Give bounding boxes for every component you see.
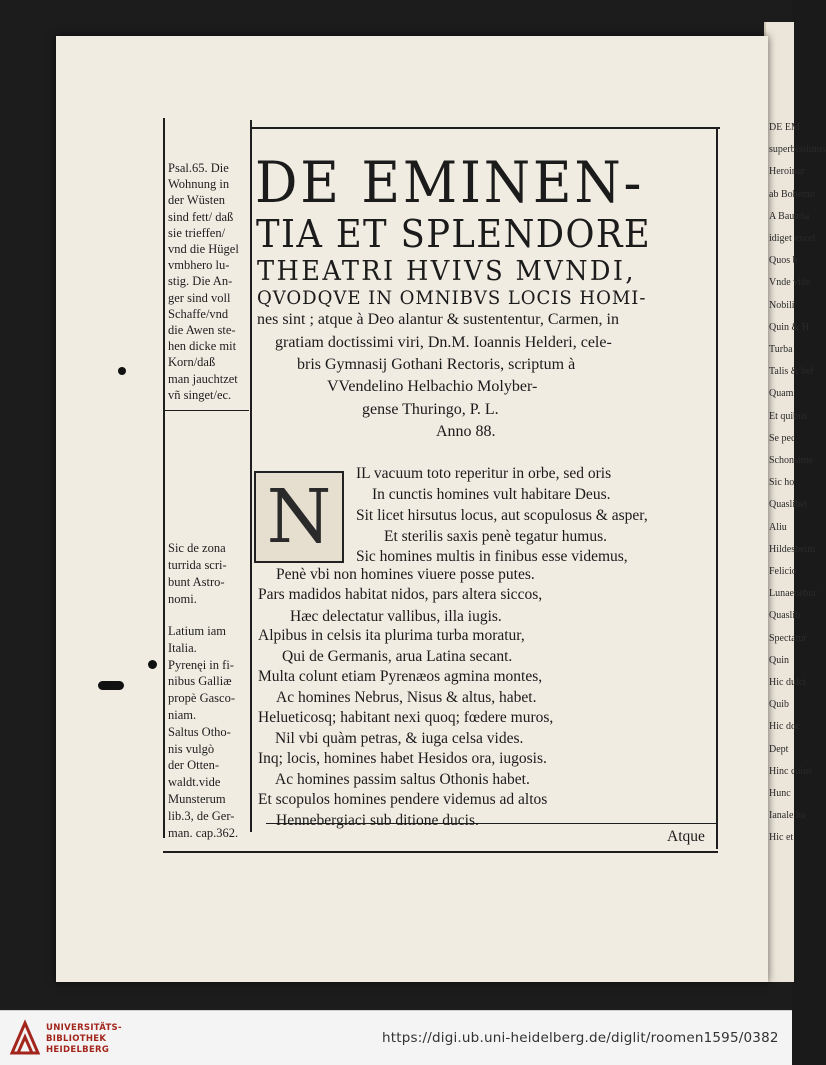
margin-note-line: propè Gasco- (168, 691, 235, 706)
bottom-rule (163, 851, 718, 853)
facing-page-fragment: Hinc cuius (769, 765, 813, 777)
facing-page-fragment: Hildesheim (769, 543, 816, 555)
poem-line: Et sterilis saxis penè tegatur humus. (384, 528, 607, 545)
poem-line: Hennebergiaci sub ditione ducis. (276, 812, 479, 829)
logo-text-line-3: HEIDELBERG (46, 1045, 110, 1055)
ink-mark (98, 681, 124, 690)
column-rule (250, 120, 252, 832)
left-margin-rule (163, 118, 165, 838)
poem-line: Ac homines Nebrus, Nisus & altus, habet. (276, 689, 537, 706)
facing-page-fragment: Quam (769, 388, 794, 400)
top-rule (250, 127, 720, 129)
poem-line: Sic homines multis in finibus esse videmus, (356, 548, 628, 565)
margin-note-line: ger sind voll (168, 290, 231, 305)
poem-line: Sit licet hirsutus locus, aut scopulosus & asper, (356, 507, 648, 524)
margin-note-line: Korn/daß (168, 355, 216, 370)
margin-note-line: vmbhero lu- (168, 258, 230, 273)
logo-text-line-1: UNIVERSITÄTS- (46, 1023, 122, 1033)
library-logo-icon (10, 1021, 40, 1055)
facing-page-fragment: Dept (769, 743, 789, 755)
poem-line: Helueticosq; habitant nexi quoq; fœdere muros, (258, 709, 554, 726)
facing-page-edge (764, 22, 826, 982)
title-line-8: VVendelino Helbachio Molyber- (327, 378, 538, 395)
title-line-2: TIA ET SPLENDORE (256, 212, 652, 256)
poem-line: In cunctis homines vult habitare Deus. (372, 486, 611, 503)
logo-text-line-2: BIBLIOTHEK (46, 1034, 107, 1044)
title-line-1: DE EMINEN- (255, 150, 645, 216)
title-line-3: THEATRI HVIVS MVNDI, (257, 256, 636, 287)
margin-note-line: turrida scri- (168, 558, 227, 572)
facing-page-fragment: A Bauaria (769, 210, 810, 222)
poem-line: Penè vbi non homines viuere posse putes. (276, 566, 535, 583)
facing-page-fragment: Se pec (769, 432, 796, 444)
margin-note-line: Latium iam (168, 624, 226, 638)
facing-page-fragment: Hic dulci (769, 677, 806, 688)
facing-page-fragment: Nobili (769, 299, 795, 311)
margin-note-line: vnd die Hügel (168, 242, 239, 256)
margin-note-line: Saltus Otho- (168, 724, 231, 739)
poem-line: Ac homines passim saltus Othonis habet. (275, 771, 530, 788)
margin-note-line: sie trieffen/ (168, 225, 226, 240)
facing-page-fragment: Heroinar (769, 166, 805, 178)
margin-note-line: nis vulgò (168, 741, 215, 756)
catchword: Atque (667, 828, 705, 845)
poem-line: Inq; locis, homines habet Hesidos ora, iugosis. (258, 750, 547, 767)
facing-page-fragment: Quaslibet (769, 499, 808, 511)
margin-note-line: bunt Astro- (168, 575, 225, 589)
facing-page-fragment: Quin (769, 654, 789, 666)
page-url-link[interactable]: https://digi.ub.uni-heidelberg.de/diglit/roomen1595/0382 (382, 1030, 779, 1046)
margin-note-line: Munsterum (168, 792, 226, 806)
facing-page-fragment: ab Bohemo (769, 188, 815, 200)
poem-line: Nil vbi quàm petras, & iuga celsa vides. (275, 730, 524, 747)
facing-page-fragment: Talis & bef (769, 366, 814, 378)
title-line-6: gratiam doctissimi viri, Dn.M. Ioannis Helderi, cele- (275, 334, 612, 351)
poem-line: Hæc delectatur vallibus, illa iugis. (290, 608, 502, 625)
title-line-9: gense Thuringo, P. L. (362, 401, 499, 418)
margin-note-line: hen dicke mit (168, 339, 237, 354)
margin-note-line: Psal.65. Die (168, 161, 229, 175)
margin-note-line: nibus Galliæ (168, 674, 232, 689)
poem-line: IL vacuum toto reperitur in orbe, sed oris (356, 465, 612, 482)
facing-page-fragment: Hunc (769, 788, 791, 799)
facing-page-fragment: Lunaenebur (769, 588, 817, 600)
facing-page-fragment: Quib (769, 699, 789, 711)
margin-note-line: vñ singet/ec. (168, 387, 232, 402)
margin-note-line: man. cap.362. (168, 825, 239, 840)
margin-note-line: niam. (168, 708, 197, 722)
poem-line: Pars madidos habitat nidos, pars altera siccos, (258, 586, 543, 603)
margin-note-line: Wohnung in (168, 177, 230, 192)
margin-note-line: Italia. (168, 640, 197, 655)
facing-page-fragment: Hic et (769, 832, 794, 844)
facing-page-fragment: Spectatur (769, 632, 807, 644)
margin-note-line: nomi. (168, 592, 197, 606)
margin-note-line: der Otten- (168, 758, 220, 773)
title-line-5: nes sint ; atque à Deo alantur & sustententur, Carmen, in (257, 311, 619, 328)
facing-page-fragment: Turba (769, 344, 793, 355)
margin-note-line: waldt.vide (168, 775, 221, 790)
margin-note-line: Schaffe/vnd (168, 306, 229, 321)
facing-page-fragment: Vnde vide (769, 277, 811, 289)
poem-line: Qui de Germanis, arua Latina secant. (282, 648, 513, 665)
ink-mark (118, 367, 126, 375)
decorated-initial (254, 471, 344, 563)
margin-note-line: Pyrenęi in fi- (168, 657, 234, 672)
facing-page-fragment: idiget excel (769, 233, 816, 244)
margin-note-line: sind fett/ daß (168, 209, 234, 224)
viewer-footer (0, 1010, 792, 1065)
title-line-7: bris Gymnasij Gothani Rectoris, scriptum à (297, 356, 576, 373)
facing-page-fragment: Quaslib (769, 610, 801, 622)
facing-page-fragment: Et quibus (769, 410, 808, 422)
facing-page-fragment: DE EM (769, 122, 800, 133)
title-line-4: QVODQVE IN OMNIBVS LOCIS HOMI- (257, 287, 647, 309)
facing-page-fragment: Sic ho (769, 477, 795, 489)
facing-page-fragment: Felicio (769, 566, 797, 577)
facing-page-fragment: Quin & H (769, 321, 809, 333)
margin-note-line: stig. Die An- (168, 274, 233, 289)
poem-line: Multa colunt etiam Pyrenæos agmina montes, (258, 668, 543, 685)
title-line-10: Anno 88. (436, 423, 496, 440)
facing-page-fragment: Ianale hu (769, 810, 806, 822)
facing-page-fragment: Aliu (769, 521, 787, 533)
poem-line: Et scopulos homines pendere videmus ad altos (258, 791, 548, 808)
margin-note-line: lib.3, de Ger- (168, 808, 235, 823)
facing-page-fragment: Hic doc (769, 721, 801, 733)
margin-note-line: der Wüsten (168, 193, 226, 208)
margin-note-line: die Awen ste- (168, 323, 236, 337)
margin-note-line: Sic de zona (168, 541, 226, 555)
facing-page-fragment: Quos b (769, 255, 798, 267)
margin-divider-rule (163, 410, 249, 411)
poem-line: Alpibus in celsis ita plurima turba moratur, (258, 627, 525, 644)
facing-page-fragment: superbissimus (769, 144, 826, 156)
margin-note-line: man jauchtzet (168, 371, 238, 386)
facing-page-fragment: Schonsime (769, 455, 813, 466)
ink-mark (148, 660, 157, 669)
initial-letter: N (266, 474, 332, 560)
right-rule (716, 127, 718, 849)
